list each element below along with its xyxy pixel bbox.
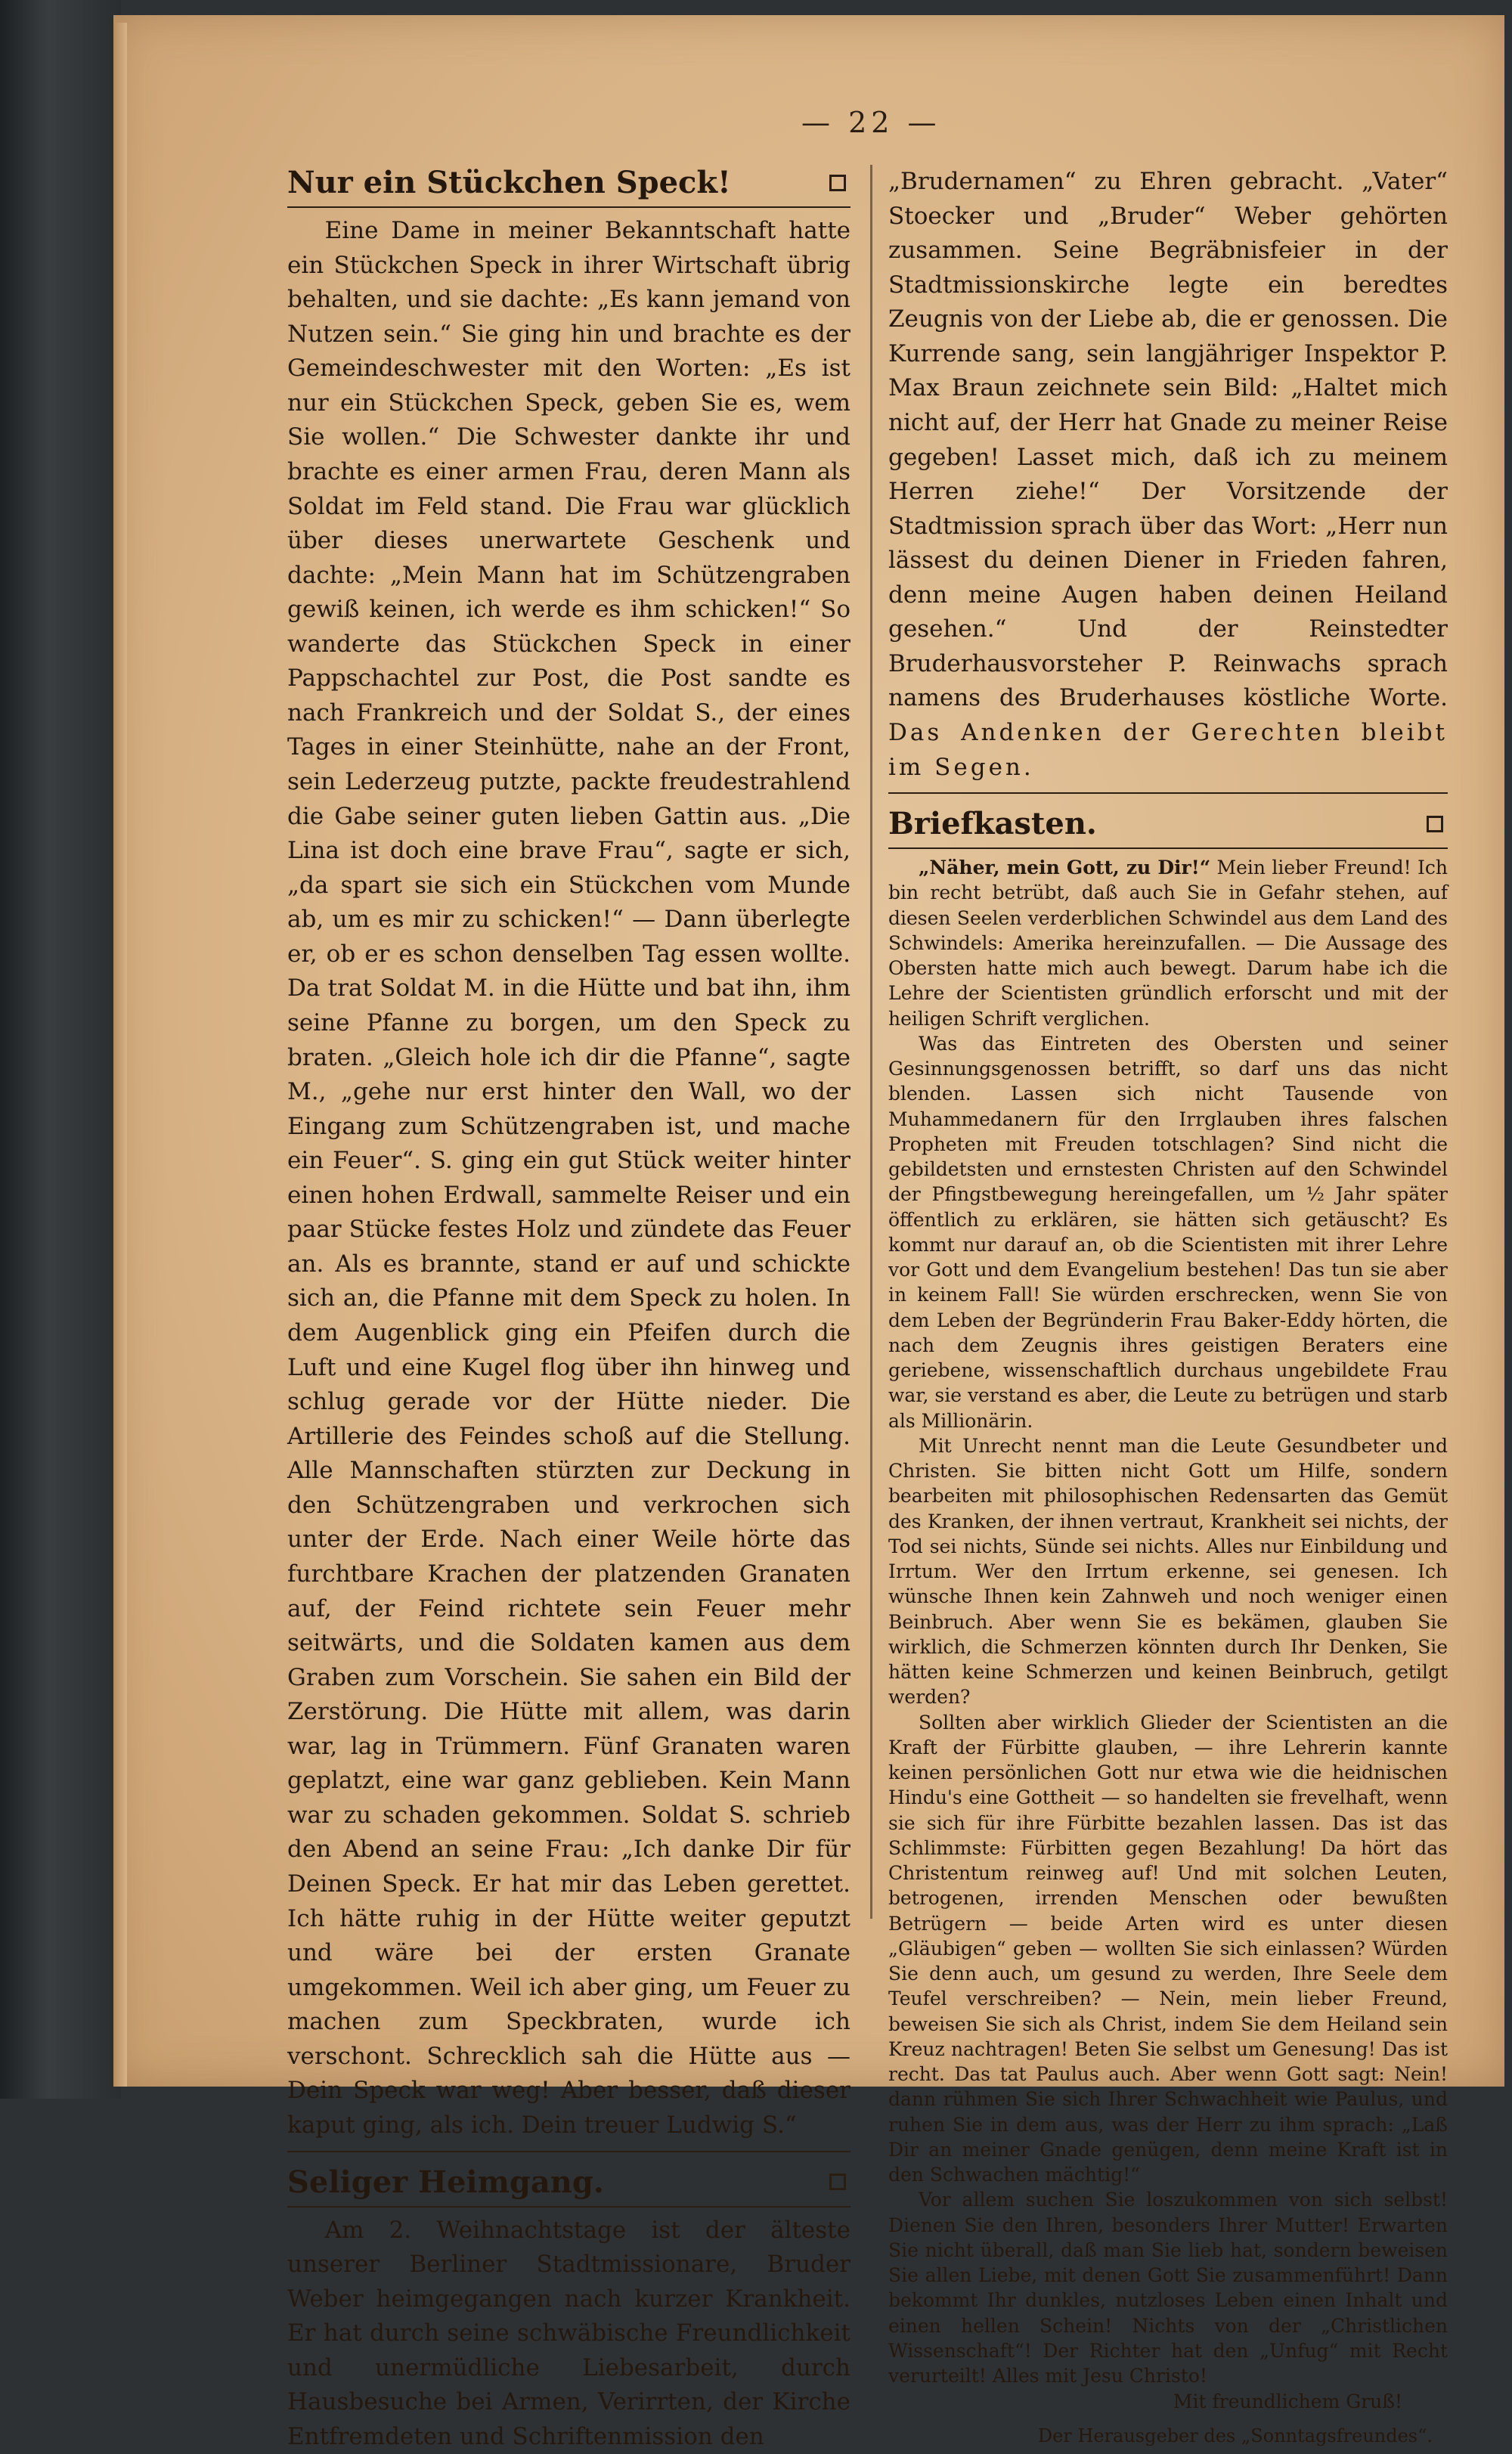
- page-number: — 22 —: [801, 106, 941, 139]
- left-column: [287, 165, 850, 2454]
- square-ornament-icon: [829, 175, 846, 191]
- briefkasten-paragraph: Sollten aber wirklich Glieder der Scientisten an die Kraft der Fürbitte glauben, — ihre Lehrerin kannte keinen persönlichen Gott nur etwa wie die heidnischen Hindu's eine Gottheit — so handelten sie frevelhaft, wenn sie sich für ihre Fürbitte bezahlen lassen. Das ist das Schlimmste: Fürbitten gegen Bezahlung! Da hört das Christentum reinweg auf! Und mit solchen Leuten, betrogenen, irrenden Menschen oder bewußten Betrügern — beide Arten wird es unter diesen „Gläubigen“ geben — wollten Sie sich einlassen? Würden Sie denn auch, um gesund zu werden, Ihre Seele dem Teufel verschreiben? — Nein, mein lieber Freund, beweisen Sie sich als Christ, indem Sie dem Heiland sein Kreuz nachtragen! Beten Sie selbst um Genesung! Das ist recht. Das tat Paulus auch. Aber wenn Gott sagt: Nein! dann rühmen Sie sich Ihrer Schwachheit wie Paulus, und ruhen Sie in dem aus, was der Herr zu ihm sprach: „Laß Dir an meiner Gnade genügen, denn meine Kraft ist in den Schwachen mächtig!“: [888, 1710, 1448, 2188]
- article-title-heimgang: Seliger Heimgang.: [287, 2164, 604, 2200]
- square-ornament-icon: [1427, 816, 1443, 832]
- article-body-speck: Eine Dame in meiner Bekanntschaft hatte ein Stückchen Speck in ihrer Wirtschaft übrig behalten, und sie dachte: „Es kann jemand von Nutzen sein.“ Sie ging hin und brachte es der Gemeindeschwester mit den Worten: „Es ist nur ein Stückchen Speck, geben Sie es, wem Sie wollen.“ Die Schwester dankte ihr und brachte es einer armen Frau, deren Mann als Soldat im Feld stand. Die Frau war glücklich über dieses unerwartete Geschenk und dachte: „Mein Mann hat im Schützengraben gewiß keinen, ich werde es ihm schicken!“ So wanderte das Stückchen Speck in einer Pappschachtel zur Post, die Post sandte es nach Frankreich und der Soldat S., der eines Tages in einer Steinhütte, nahe an der Front, sein Lederzeug putzte, packte freudestrahlend die Gabe seiner guten lieben Gattin aus. „Die Lina ist doch eine brave Frau“, sagte er sich, „da spart sie sich ein Stückchen vom Munde ab, um es mir zu schicken!“ — Dann überlegte er, ob er es schon denselben Tag essen wollte. Da trat Soldat M. in die Hütte und bat ihn, ihm seine Pfanne zu borgen, um den Speck zu braten. „Gleich hole ich dir die Pfanne“, sagte M., „gehe nur erst hinter den Wall, wo der Eingang zum Schützengraben ist, und mache ein Feuer“. S. ging ein gut Stück weiter hinter einen hohen Erdwall, sammelte Reiser und ein paar Stücke festes Holz und zündete das Feuer an. Als es brannte, stand er auf und schickte sich an, die Pfanne mit dem Speck zu holen. In dem Augenblick ging ein Pfeifen durch die Luft und eine Kugel flog über ihn hinweg und schlug gerade vor der Hütte nieder. Die Artillerie des Feindes schoß auf die Stellung. Alle Mannschaften stürzten zur Deckung in den Schützengraben und verkrochen sich unter der Erde. Nach einer Weile hörte das furchtbare Krachen der platzenden Granaten auf, der Feind richtete sein Feuer mehr seitwärts, und die Soldaten kamen aus dem Graben zum Vorschein. Sie sahen ein Bild der Zerstörung. Die Hütte mit allem, was darin war, lag in Trümmern. Fünf Granaten waren geplatzt, eine war ganz geblieben. Kein Mann war zu schaden gekommen. Soldat S. schrieb den Abend an seine Frau: „Ich danke Dir für Deinen Speck. Er hat mir das Leben gerettet. Ich hätte ruhig in der Hütte weiter geputzt und wäre bei der ersten Granate umgekommen. Weil ich aber ging, um Feuer zu machen zum Speckbraten, wurde ich verschont. Schrecklich sah die Hütte aus — Dein Speck war weg! Aber besser, daß dieser kaput ging, als ich. Dein treuer Ludwig S.“: [287, 214, 850, 2143]
- article-body-heimgang-part2: „Brudernamen“ zu Ehren gebracht. „Vater“ Stoecker und „Bruder“ Weber gehörten zusammen. Seine Begräbnisfeier in der Stadtmissionskirche legte ein beredtes Zeugnis von der Liebe ab, die er genossen. Die Kurrende sang, sein langjähriger Inspektor P. Max Braun zeichnete sein Bild: „Haltet mich nicht auf, der Herr hat Gnade zu meiner Reise gegeben! Lasset mich, daß ich zu meinem Herren ziehe!“ Der Vorsitzende der Stadtmission sprach über das Wort: „Herr nun lässest du deinen Diener in Frieden fahren, denn meine Augen haben deinen Heiland gesehen.“ Und der Reinstedter Bruderhausvorsteher P. Reinwachs sprach namens des Bruderhauses köstliche Worte. Das Andenken der Gerechten bleibt im Segen.: [888, 165, 1448, 785]
- signature: Der Herausgeber des „Sonntagsfreundes“.: [888, 2425, 1433, 2446]
- briefkasten-body: [888, 855, 1448, 2446]
- briefkasten-paragraph: „Näher, mein Gott, zu Dir!“ Mein lieber Freund! Ich bin recht betrübt, daß auch Sie in Gefahr stehen, auf diesen Seelen verderblichen Schwindel aus dem Land des Schwindels: Amerika hereinzufallen. — Die Aussage des Obersten hatte mich auch bewegt. Darum habe ich die Lehre der Scientisten gründlich erforscht und mit der heiligen Schrift verglichen.: [888, 855, 1448, 1031]
- article-heading-heimgang: [287, 2151, 850, 2208]
- briefkasten-paragraph: Mit Unrecht nennt man die Leute Gesundbeter und Christen. Sie bitten nicht Gott um Hilfe, sondern bearbeiten mit philosophischen Redensarten das Gemüt des Kranken, der ihnen vertraut, Krankheit sei nichts, der Tod sei nichts, Sünde sei nichts. Alles nur Einbildung und Irrtum. Wer den Irrtum erkenne, sei genesen. Ich wünsche Ihnen kein Zahnweh und noch weniger einen Beinbruch. Aber wenn Sie es bekämen, glauben Sie wirklich, die Schmerzen könnten durch Ihr Denken, Sie hätten keine Schmerzen und keinen Beinbruch, getilgt werden?: [888, 1433, 1448, 1710]
- briefkasten-paragraph: Vor allem suchen Sie loszukommen von sich selbst! Dienen Sie den Ihren, besonders Ihrer Mutter! Erwarten Sie nicht überall, daß man Sie lieb hat, sondern beweisen Sie allen Liebe, mit denen Gott Sie zusammenführt! Dann bekommt Ihr dunkles, nutzloses Leben einen Inhalt und einen hellen Schein! Nichts von der „Christlichen Wissenschaft“! Der Richter hat den „Unfug“ mit Recht verurteilt! Alles mit Jesu Christo!: [888, 2187, 1448, 2388]
- article-heading-briefkasten: [888, 792, 1448, 849]
- page-edge: [113, 23, 127, 2087]
- article-heading-speck: [287, 165, 850, 208]
- briefkasten-paragraph: Was das Eintreten des Obersten und seiner Gesinnungsgenossen betrifft, so darf uns das nicht blenden. Lassen sich nicht Tausende von Muhammedanern für den Irrglauben ihres falschen Propheten mit Freuden totschlagen? Sind nicht die gebildetsten und ernstesten Christen auf den Schwindel der Pfingstbewegung hereingefallen, um ½ Jahr später öffentlich zu erklären, sie hätten sich getäuscht? Es kommt nur darauf an, ob die Scientisten mit ihrer Lehre vor Gott und dem Evangelium bestehen! Das tun sie aber in keinem Fall! Sie würden erschrecken, wenn Sie von dem Leben der Begründerin Frau Baker-Eddy hörten, die nach dem Zeugnis ihres geistigen Beraters eine geriebene, wissenschaftlich durchaus ungebildete Frau war, sie verstand es aber, die Leute zu betrügen und starb als Millionärin.: [888, 1031, 1448, 1433]
- article-body-heimgang-part1: Am 2. Weihnachtstage ist der älteste unserer Berliner Stadtmissionare, Bruder Weber heimgegangen nach kurzer Krankheit. Er hat durch seine schwäbische Freundlichkeit und unermüdliche Liebesarbeit, durch Hausbesuche bei Armen, Verirrten, der Kirche Entfremdeten und Schriftenmission den: [287, 2214, 850, 2454]
- briefkasten-lead: „Näher, mein Gott, zu Dir!“: [919, 857, 1210, 878]
- article-title-speck: Nur ein Stückchen Speck!: [287, 165, 731, 200]
- article-title-briefkasten: Briefkasten.: [888, 806, 1097, 841]
- column-divider: [870, 165, 872, 1919]
- greeting: Mit freundlichem Gruß!: [888, 2388, 1402, 2415]
- square-ornament-icon: [829, 2174, 846, 2190]
- book-binding: [0, 0, 121, 2099]
- right-column: [888, 165, 1448, 2446]
- closing-line: Das Andenken der Gerechten bleibt im Segen.: [888, 719, 1448, 781]
